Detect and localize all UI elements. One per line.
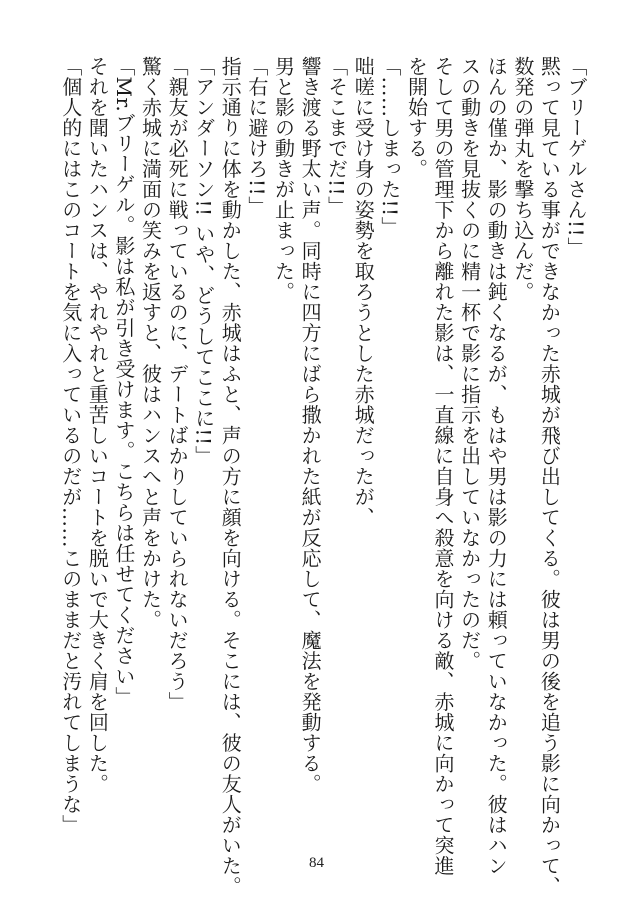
text-line: 「そこまでだ!!」: [324, 56, 349, 217]
text-line: 指示通りに体を動かした、赤城はふと、声の方に顔を向ける。そこには、彼の友人がいた。: [218, 56, 243, 897]
page-number: 84: [309, 855, 324, 871]
text-line: ほんの僅か、影の動きは鈍くなるが、もはや男は影の力には頼っていなかった。彼はハン: [484, 56, 509, 876]
text-line: を開始する。: [404, 56, 429, 179]
text-line: 驚く赤城に満面の笑みを返すと、彼はハンスへと声をかけた。: [138, 56, 163, 630]
text-line: 「右に避けろ!!」: [244, 56, 269, 217]
text-line: 「アンダーソン!! いや、どうしてここに!!」: [191, 56, 216, 467]
text-line: 「親友が必死に戦っているのに、デートばかりしていられないだろう」: [165, 56, 190, 712]
text-line: 数発の弾丸を撃ち込んだ。: [510, 56, 535, 302]
text-line: 男と影の動きが止まった。: [271, 56, 296, 302]
text-line: そして男の管理下から離れた影は、一直線に自身へ殺意を向ける敵、赤城に向かって突進: [431, 56, 456, 876]
text-line: 黙って見ている事ができなかった赤城が飛び出してくる。彼は男の後を追う影に向かって、: [537, 56, 562, 897]
text-line: それを聞いたハンスは、やれやれと重苦しいコートを脱いで大きく肩を回した。: [85, 56, 110, 794]
text-line: 響き渡る野太い声。同時に四方にばら撒かれた紙が反応して、魔法を発動する。: [298, 56, 323, 794]
text-line: 「個人的にはこのコートを気に入っているのだが……このままだと汚れてしまうな」: [58, 56, 83, 835]
text-line: 「……しまった!!」: [377, 56, 402, 238]
text-line: 咄嗟に受け身の姿勢を取ろうとした赤城だったが、: [351, 56, 376, 528]
text-line: スの動きを見抜くのに精一杯で影に指示を出していなかったのだ。: [457, 56, 482, 671]
text-line: 「ブリーゲルさん!!」: [564, 56, 588, 258]
text-line: 「Mr.ブリーゲル。影は私が引き受けます。こちらは任せてください」: [111, 56, 136, 707]
